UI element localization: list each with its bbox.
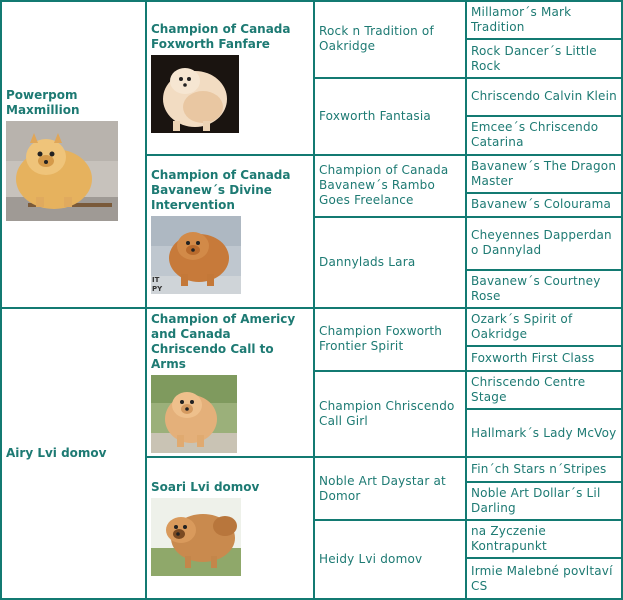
sd-sire-name: Champion of Canada Bavanew´s Rambo Goes Freelance: [319, 163, 449, 208]
sss-dam-name: Rock Dancer´s Little Rock: [471, 43, 597, 73]
photo-watermark-2: PY: [152, 285, 163, 294]
ssd-sire-name: Chriscendo Calvin Klein: [471, 89, 617, 104]
dd-dam-cell: [314, 520, 466, 599]
dd-sire-cell: [314, 457, 466, 520]
dsd-dam-name: Hallmark´s Lady McVoy: [471, 425, 617, 440]
sdd-dam-cell: [466, 270, 622, 308]
ddd-dam-cell: [466, 558, 622, 599]
photo-watermark-1: IT: [152, 276, 160, 285]
ssd-sire-cell: [466, 78, 622, 116]
ss-sire-cell: [314, 1, 466, 78]
sire-sire-cell: [146, 1, 314, 155]
dam-dam-photo: [151, 498, 241, 576]
ss-dam-name: Foxworth Fantasia: [319, 108, 431, 123]
dsd-dam-cell: [466, 409, 622, 457]
dds-sire-name: Fin´ch Stars n´Stripes: [471, 462, 607, 477]
ds-sire-cell: [314, 308, 466, 371]
sd-sire-cell: [314, 155, 466, 218]
sss-sire-cell: [466, 1, 622, 39]
dd-sire-name: Noble Art Daystar at Domor: [319, 473, 446, 503]
dam-sire-name: Champion of Americy and Canada Chriscendo Call to Arms: [151, 312, 296, 372]
dss-sire-name: Ozark´s Spirit of Oakridge: [471, 312, 573, 342]
sire-sire-name: Champion of Canada Foxworth Fanfare: [151, 22, 291, 52]
sire-dam-photo: [151, 216, 241, 294]
dam-name: Airy Lvi domov: [6, 446, 107, 460]
sss-dam-cell: [466, 39, 622, 77]
sds-dam-name: Bavanew´s Colourama: [471, 197, 612, 212]
dam-sire-cell: [146, 308, 314, 457]
ddd-sire-name: na Zyczenie Kontrapunkt: [471, 524, 547, 554]
sdd-sire-cell: [466, 217, 622, 270]
dss-dam-cell: [466, 346, 622, 370]
sire-cell: [1, 1, 146, 308]
dsd-sire-name: Chriscendo Centre Stage: [471, 374, 586, 404]
sds-sire-name: Bavanew´s The Dragon Master: [471, 158, 617, 188]
dss-sire-cell: [466, 308, 622, 346]
ssd-dam-name: Emcee´s Chriscendo Catarina: [471, 120, 599, 150]
dam-sire-photo: [151, 375, 237, 453]
ds-dam-cell: [314, 371, 466, 458]
ddd-dam-name: Irmie Malebné povltaví CS: [471, 563, 613, 593]
ds-dam-name: Champion Chriscendo Call Girl: [319, 399, 455, 429]
sds-sire-cell: [466, 155, 622, 193]
sire-photo: [6, 121, 118, 221]
ds-sire-name: Champion Foxworth Frontier Spirit: [319, 324, 443, 354]
sds-dam-cell: [466, 193, 622, 217]
dds-sire-cell: [466, 457, 622, 481]
sire-dam-name: Champion of Canada Bavanew´s Divine Intervention: [151, 168, 291, 213]
dds-dam-name: Noble Art Dollar´s Lil Darling: [471, 485, 601, 515]
dam-dam-cell: [146, 457, 314, 599]
ss-dam-cell: [314, 78, 466, 155]
dd-dam-name: Heidy Lvi domov: [319, 552, 423, 567]
sire-name: Powerpom Maxmillion: [6, 88, 80, 117]
ssd-dam-cell: [466, 116, 622, 154]
dam-dam-name: Soari Lvi domov: [151, 480, 260, 495]
sd-dam-cell: [314, 217, 466, 308]
sss-sire-name: Millamor´s Mark Tradition: [471, 5, 572, 35]
sire-dam-cell: [146, 155, 314, 309]
sd-dam-name: Dannylads Lara: [319, 255, 416, 270]
dds-dam-cell: [466, 482, 622, 520]
dsd-sire-cell: [466, 371, 622, 409]
ss-sire-name: Rock n Tradition of Oakridge: [319, 24, 434, 54]
dam-cell: [1, 308, 146, 599]
sire-sire-photo: [151, 55, 239, 133]
sdd-dam-name: Bavanew´s Courtney Rose: [471, 273, 601, 303]
sdd-sire-name: Cheyennes Dapperdan o Dannylad: [471, 228, 612, 258]
ddd-sire-cell: [466, 520, 622, 558]
dss-dam-name: Foxworth First Class: [471, 350, 595, 365]
